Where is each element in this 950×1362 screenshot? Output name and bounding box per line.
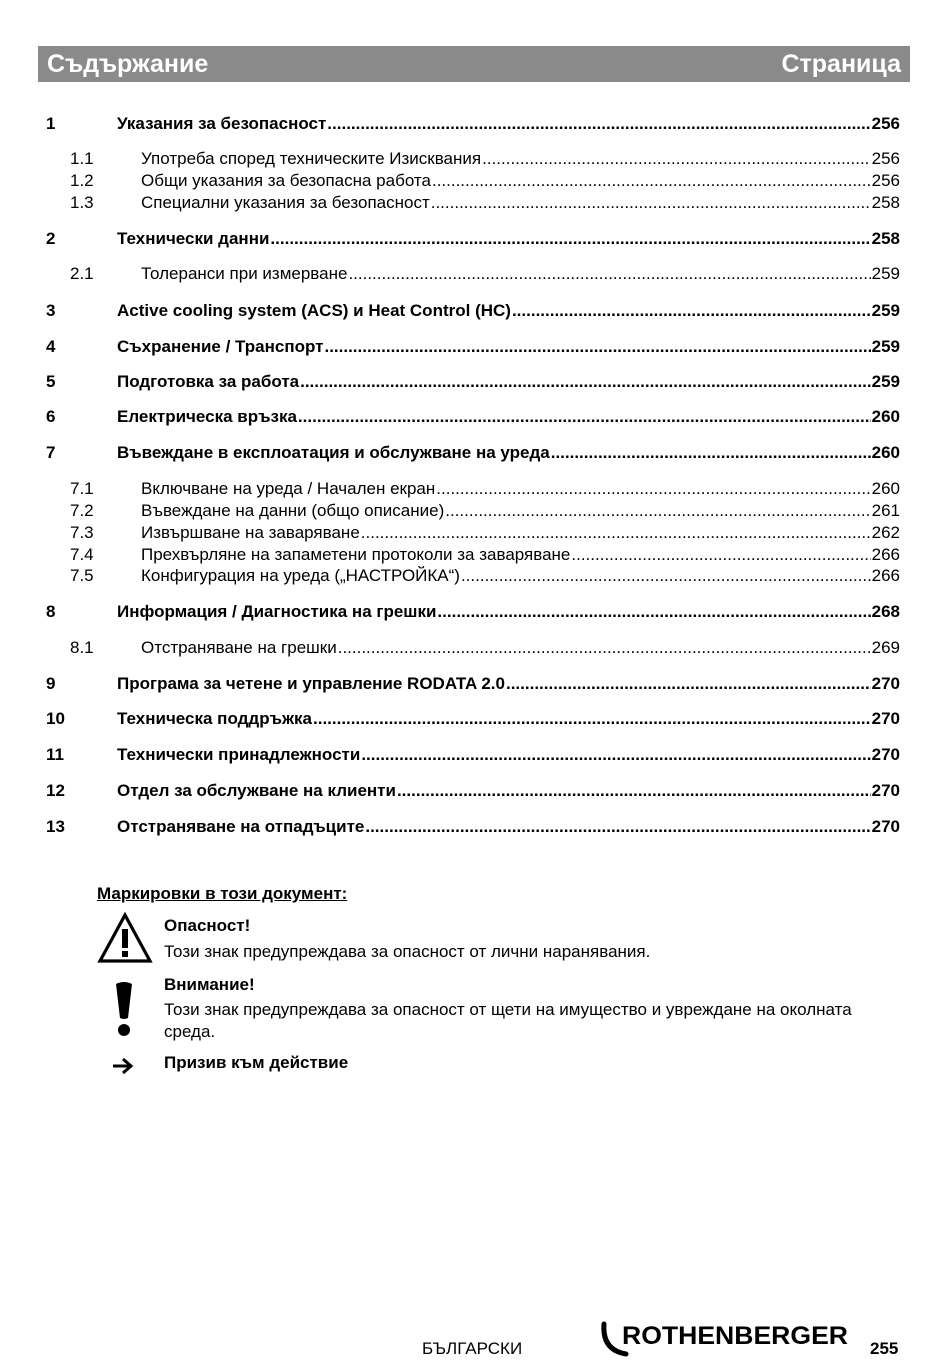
toc-entry-number: 1: [46, 114, 56, 133]
toc-entry: [0, 500, 950, 522]
toc-entry-number: 7.5: [70, 566, 94, 585]
toc-leader-dots: [361, 744, 870, 766]
toc-entry-page: 268: [871, 602, 900, 621]
toc-entry: [0, 637, 950, 659]
toc-entry-title: Толеранси при измерване: [141, 264, 348, 283]
danger-text: Този знак предупреждава за опасност от лични наранявания.: [164, 942, 651, 961]
toc-entry: [0, 522, 950, 544]
toc-leader-dots: [338, 637, 871, 659]
toc-entry-page: 270: [871, 745, 900, 764]
toc-entry-number: 12: [46, 781, 65, 800]
toc-entry: [0, 300, 950, 322]
toc-entry-title: Active cooling system (ACS) и Heat Control (HC): [117, 301, 511, 320]
toc-entry: [0, 336, 950, 358]
toc-entry-title: Извършване на заваряване: [141, 523, 360, 542]
toc-entry-title: Отстраняване на грешки: [141, 638, 337, 657]
toc-entry-title: Технически принадлежности: [117, 745, 361, 764]
toc-leader-dots: [365, 816, 870, 838]
footer-page-number: 255: [870, 1339, 899, 1358]
toc-leader-dots: [348, 263, 870, 285]
toc-entry-title: Програма за четене и управление RODATA 2.0: [117, 674, 505, 693]
danger-heading: Опасност!: [164, 916, 251, 935]
arrow-right-icon: [112, 1056, 136, 1076]
toc-leader-dots: [431, 192, 871, 214]
toc-entry-title: Въвеждане в експлоатация и обслужване на уреда: [117, 443, 550, 462]
toc-entry-page: 256: [871, 149, 900, 168]
toc-entry: [0, 113, 950, 135]
toc-entry-title: Техническа поддръжка: [117, 709, 312, 728]
toc-entry-number: 1.3: [70, 193, 94, 212]
toc-leader-dots: [327, 113, 870, 135]
toc-entry-number: 8: [46, 602, 56, 621]
toc-entry: [0, 263, 950, 285]
toc-entry-page: 260: [871, 407, 900, 426]
toc-entry-title: Съхранение / Транспорт: [117, 337, 324, 356]
toc-leader-dots: [270, 228, 870, 250]
toc-entry-title: Специални указания за безопасност: [141, 193, 430, 212]
toc-header: [38, 46, 910, 82]
toc-entry: [0, 780, 950, 802]
toc-entry-number: 9: [46, 674, 56, 693]
toc-entry-page: 262: [871, 523, 900, 542]
toc-entry-page: 260: [871, 479, 900, 498]
toc-entry-title: Отдел за обслужване на клиенти: [117, 781, 396, 800]
toc-leader-dots: [397, 780, 871, 802]
action-heading: Призив към действие: [164, 1053, 349, 1072]
toc-leader-dots: [298, 406, 871, 428]
toc-entry-number: 7: [46, 443, 56, 462]
toc-entry-title: Конфигурация на уреда („НАСТРОЙКА“): [141, 566, 460, 585]
toc-entry-page: 269: [871, 638, 900, 657]
toc-entry-page: 259: [871, 337, 900, 356]
toc-entry-number: 13: [46, 817, 65, 836]
toc-entry: [0, 442, 950, 464]
toc-entry-page: 270: [871, 674, 900, 693]
toc-entry-number: 2: [46, 229, 56, 248]
svg-text:ROTHENBERGER: ROTHENBERGER: [622, 1322, 848, 1350]
toc-entry-page: 266: [871, 566, 900, 585]
toc-entry-page: 256: [871, 114, 900, 133]
toc-entry-number: 6: [46, 407, 56, 426]
toc-entry-title: Общи указания за безопасна работа: [141, 171, 431, 190]
toc-entry-page: 261: [871, 501, 900, 520]
toc-entry-title: Технически данни: [117, 229, 270, 248]
toc-entry-number: 8.1: [70, 638, 94, 657]
footer-language: БЪЛГАРСКИ: [422, 1339, 523, 1358]
caution-heading: Внимание!: [164, 975, 255, 994]
toc-header-page-label: Страница: [781, 49, 901, 78]
toc-entry: [0, 371, 950, 393]
toc-entry: [0, 228, 950, 250]
toc-leader-dots: [512, 300, 871, 322]
markings-title: Маркировки в този документ:: [97, 884, 348, 903]
toc-entry: [0, 192, 950, 214]
toc-entry-page: 259: [871, 301, 900, 320]
toc-entry-page: 260: [871, 443, 900, 462]
toc-entry-page: 258: [871, 193, 900, 212]
toc-entry-title: Отстраняване на отпадъците: [117, 817, 365, 836]
toc-entry-page: 270: [871, 817, 900, 836]
toc-entry-number: 7.1: [70, 479, 94, 498]
toc-entry-page: 256: [871, 171, 900, 190]
toc-entry: [0, 406, 950, 428]
rothenberger-logo: [600, 1318, 852, 1358]
toc-leader-dots: [361, 522, 871, 544]
toc-entry-number: 1.2: [70, 171, 94, 190]
toc-entry-title: Прехвърляне на запаметени протоколи за заваряване: [141, 545, 571, 564]
toc-entry: [0, 148, 950, 170]
toc-entry: [0, 170, 950, 192]
toc-header-title: Съдържание: [47, 49, 209, 78]
toc-leader-dots: [551, 442, 871, 464]
toc-leader-dots: [571, 544, 870, 566]
toc-leader-dots: [437, 601, 870, 623]
toc-entry-page: 266: [871, 545, 900, 564]
toc-entry-number: 5: [46, 372, 56, 391]
toc-leader-dots: [324, 336, 870, 358]
warning-triangle-icon: [97, 912, 153, 964]
toc-entry-title: Указания за безопасност: [117, 114, 327, 133]
toc-entry-title: Информация / Диагностика на грешки: [117, 602, 437, 621]
toc-entry-number: 11: [46, 745, 64, 764]
toc-entry-number: 4: [46, 337, 56, 356]
toc-entry-page: 270: [871, 709, 900, 728]
toc-leader-dots: [313, 708, 871, 730]
toc-entry-number: 3: [46, 301, 56, 320]
toc-entry: [0, 744, 950, 766]
toc-leader-dots: [506, 673, 871, 695]
toc-entry-number: 1.1: [70, 149, 94, 168]
toc-entry-number: 2.1: [70, 264, 94, 283]
toc-entry-title: Употреба според техническите Изисквания: [141, 149, 482, 168]
toc-leader-dots: [461, 565, 871, 587]
toc-entry: [0, 565, 950, 587]
toc-entry-page: 259: [871, 264, 900, 283]
toc-entry-title: Въвеждане на данни (общо описание): [141, 501, 445, 520]
toc-entry: [0, 816, 950, 838]
toc-entry-number: 7.2: [70, 501, 94, 520]
toc-entry-title: Подготовка за работа: [117, 372, 300, 391]
toc-entry-number: 7.3: [70, 523, 94, 542]
toc-leader-dots: [432, 170, 871, 192]
toc-entry: [0, 478, 950, 500]
exclamation-icon: [112, 980, 136, 1038]
toc-leader-dots: [445, 500, 870, 522]
caution-text: Този знак предупреждава за опасност от щети на имущество и увреждане на околната среда.: [164, 1000, 852, 1041]
toc-entry-number: 10: [46, 709, 65, 728]
toc-entry: [0, 601, 950, 623]
toc-entry: [0, 673, 950, 695]
toc-leader-dots: [436, 478, 870, 500]
toc-entry-page: 258: [871, 229, 900, 248]
toc-entry-title: Електрическа връзка: [117, 407, 297, 426]
toc-entry-title: Включване на уреда / Начален екран: [141, 479, 436, 498]
toc-entry-number: 7.4: [70, 545, 94, 564]
toc-entry-page: 270: [871, 781, 900, 800]
toc-entry: [0, 708, 950, 730]
toc-leader-dots: [482, 148, 871, 170]
toc-entry-page: 259: [871, 372, 900, 391]
toc-leader-dots: [300, 371, 871, 393]
toc-entry: [0, 544, 950, 566]
